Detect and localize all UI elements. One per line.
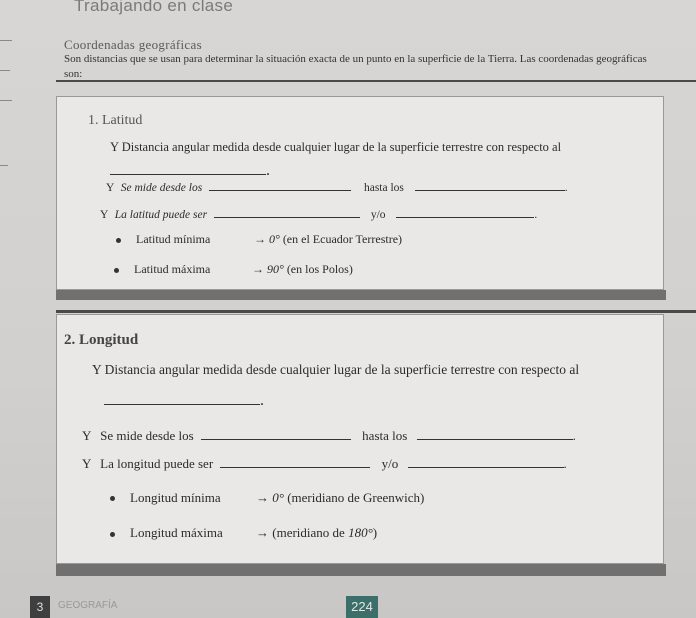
longitud-max-line — [256, 525, 377, 541]
subject-label: GEOGRAFÍA — [58, 600, 118, 611]
check-mark-icon: Y — [92, 362, 102, 377]
intro-paragraph: Son distancias que se usan para determinar la situación exacta de un punto en la superficie de la Tierra. Las coordenadas geográficas son: — [64, 53, 647, 80]
longitud-definition-line — [92, 362, 579, 378]
latitud-definition-line — [110, 140, 561, 155]
divider-line — [56, 80, 696, 82]
check-mark-icon: Y — [82, 456, 91, 471]
longitud-box — [56, 314, 664, 564]
chapter-badge: 3 — [30, 596, 50, 618]
longitud-min-line — [256, 490, 424, 506]
longitud-from-blank[interactable] — [201, 429, 351, 440]
latitud-min-note: (en el Ecuador Terrestre) — [282, 232, 403, 246]
page-number: 224 — [346, 596, 378, 618]
longitud-max-label: Longitud máxima — [130, 525, 223, 540]
arrow-right-icon: → — [254, 232, 266, 246]
longitud-definition: Distancia angular medida desde cualquier lugar de la superficie terrestre con respecto al — [104, 362, 580, 377]
longitud-min-note: (meridiano de Greenwich) — [287, 490, 425, 505]
check-mark-icon: Y — [110, 140, 119, 154]
longitud-box-shadow — [56, 564, 666, 576]
bullet-icon — [110, 532, 115, 537]
longitud-until: hasta los — [362, 428, 408, 443]
binding-margin — [0, 0, 12, 618]
latitud-max-line — [252, 262, 353, 277]
latitud-until-blank[interactable] — [415, 180, 565, 191]
latitud-min-label: Latitud mínima — [136, 232, 211, 246]
latitud-definition: Distancia angular medida desde cualquier lugar de la superficie terrestre con respecto al — [121, 140, 562, 154]
check-mark-icon: Y — [82, 428, 91, 443]
longitud-min-label: Longitud mínima — [130, 490, 221, 505]
longitud-type-line: Y La longitud puede ser y/o . — [82, 456, 567, 471]
longitud-and-or: y/o — [381, 456, 399, 471]
latitud-min-line — [254, 232, 402, 247]
longitud-max-note-suffix: ) — [372, 525, 378, 540]
bullet-icon — [116, 238, 121, 243]
longitud-max-note-prefix: (meridiano de — [272, 525, 345, 540]
longitud-definition-answer[interactable]: . — [104, 392, 264, 410]
longitud-title: Longitud — [79, 332, 139, 348]
latitud-measured-from: Se mide desde los — [120, 182, 203, 194]
latitud-max-value: 90° — [267, 262, 284, 276]
longitud-max-value: 180° — [348, 525, 373, 540]
check-mark-icon: Y — [100, 209, 108, 221]
divider-line — [56, 310, 696, 313]
latitud-range-line: Y Se mide desde los hasta los . — [106, 182, 568, 194]
latitud-max-note: (en los Polos) — [286, 262, 353, 276]
latitud-number: 1. — [88, 113, 99, 128]
latitud-min-value: 0° — [269, 232, 280, 246]
longitud-number: 2. — [64, 332, 76, 348]
latitud-and-or: y/o — [370, 209, 386, 221]
page-header-title: Trabajando en clase — [74, 0, 234, 15]
latitud-max-label: Latitud máxima — [134, 262, 211, 276]
latitud-title: Latitud — [102, 113, 143, 128]
latitud-box — [56, 96, 664, 290]
latitud-box-shadow — [56, 290, 666, 300]
arrow-right-icon: → — [252, 262, 264, 276]
longitud-range-line: Y Se mide desde los hasta los . — [82, 428, 576, 443]
longitud-measured-from: Se mide desde los — [100, 428, 194, 443]
latitud-type-blank-2[interactable] — [396, 207, 534, 218]
longitud-type-blank-2[interactable] — [408, 457, 564, 468]
arrow-right-icon: → — [256, 525, 269, 540]
latitud-type-line: Y La latitud puede ser y/o . — [100, 209, 538, 221]
check-mark-icon: Y — [106, 182, 114, 194]
longitud-until-blank[interactable] — [417, 429, 573, 440]
latitud-until: hasta los — [363, 182, 404, 194]
longitud-heading — [64, 332, 138, 349]
longitud-can-be: La longitud puede ser — [100, 456, 214, 471]
longitud-type-blank-1[interactable] — [220, 457, 370, 468]
latitud-heading — [88, 113, 142, 129]
latitud-from-blank[interactable] — [209, 180, 351, 191]
bullet-icon — [110, 496, 115, 501]
latitud-can-be: La latitud puede ser — [114, 209, 208, 221]
latitud-definition-answer[interactable]: . — [110, 162, 270, 180]
longitud-min-value: 0° — [272, 490, 284, 505]
bullet-icon — [114, 268, 119, 273]
arrow-right-icon: → — [256, 490, 269, 505]
section-heading: Coordenadas geográficas — [64, 37, 202, 52]
latitud-type-blank-1[interactable] — [214, 207, 360, 218]
